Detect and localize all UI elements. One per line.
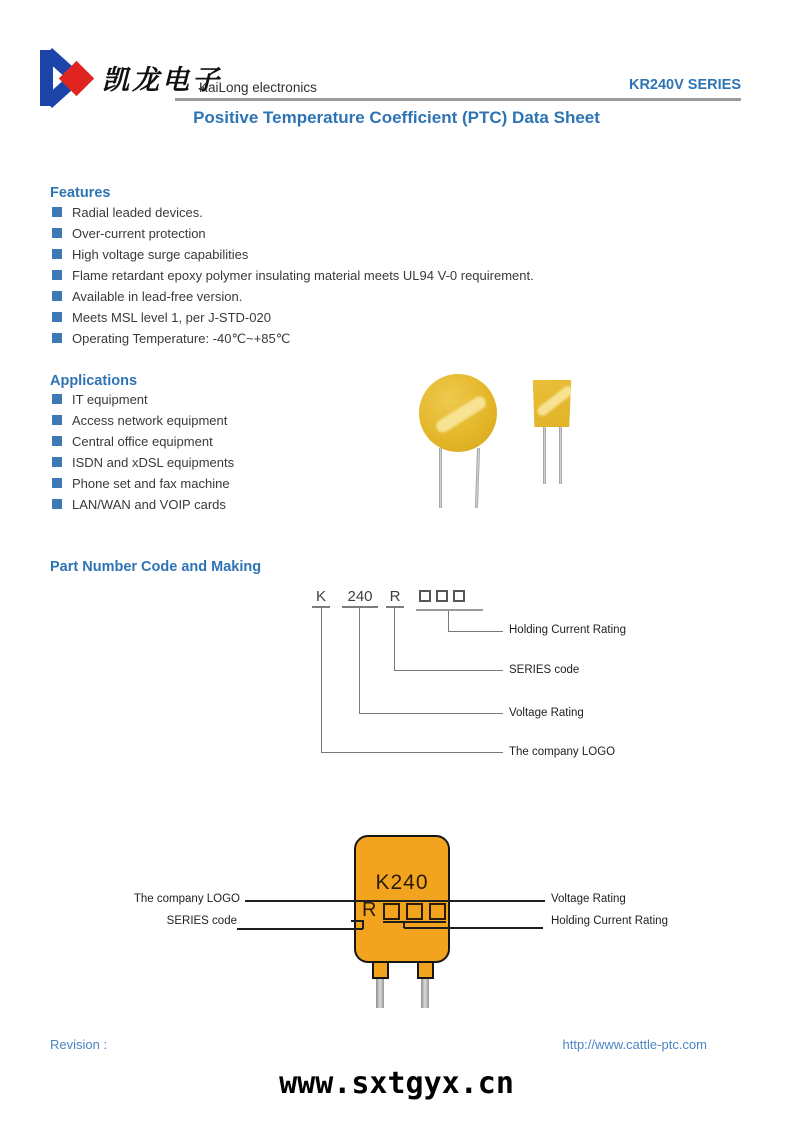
code-logo-letter: K <box>312 588 330 608</box>
feature-item <box>50 248 534 261</box>
features-heading: Features <box>50 185 111 201</box>
application-text: Central office equipment <box>72 434 213 449</box>
header-divider <box>175 98 741 101</box>
marking-text-k240: K240 <box>375 871 429 894</box>
product-photo <box>400 358 615 518</box>
feature-item <box>50 206 534 219</box>
feature-text: High voltage surge capabilities <box>72 247 249 262</box>
marking-line-holding <box>404 927 543 929</box>
code-voltage: 240 <box>342 588 378 608</box>
feature-text: Meets MSL level 1, per J-STD-020 <box>72 310 271 325</box>
bullet-square-icon <box>52 207 62 217</box>
feature-item <box>50 311 534 324</box>
callout-label-logo: The company LOGO <box>509 746 616 758</box>
bullet-square-icon <box>52 312 62 322</box>
bullet-square-icon <box>52 499 62 509</box>
feature-item <box>50 269 534 282</box>
watermark-text: www.sxtgyx.cn <box>279 1066 514 1101</box>
bullet-square-icon <box>52 415 62 425</box>
application-item <box>50 456 234 469</box>
bullet-square-icon <box>52 228 62 238</box>
feature-item <box>50 227 534 240</box>
disc-lead-left <box>439 448 442 508</box>
chip-lead-left <box>543 424 546 484</box>
marking-label-holding: Holding Current Rating <box>551 915 668 927</box>
ptc-disc-device <box>419 374 497 452</box>
bullet-square-icon <box>52 249 62 259</box>
application-text: LAN/WAN and VOIP cards <box>72 497 226 512</box>
applications-list <box>50 393 234 519</box>
ptc-rectangular-device <box>532 380 572 427</box>
feature-text: Operating Temperature: -40℃~+85℃ <box>72 331 291 346</box>
marking-label-logo: The company LOGO <box>133 893 240 905</box>
marking-label-series: SERIES code <box>166 915 237 927</box>
disc-lead-right <box>475 448 480 508</box>
callout-label-series: SERIES code <box>509 664 580 676</box>
feature-text: Available in lead-free version. <box>72 289 243 304</box>
company-name: KaiLong electronics <box>199 80 317 95</box>
code-current-boxes <box>419 590 470 608</box>
application-item <box>50 435 234 448</box>
marking-box-icon <box>383 903 400 920</box>
code-series-letter: R <box>386 588 404 608</box>
callout-label-voltage: Voltage Rating <box>509 707 584 719</box>
application-text: ISDN and xDSL equipments <box>72 455 235 470</box>
callout-label-holding: Holding Current Rating <box>509 624 626 636</box>
application-text: Phone set and fax machine <box>72 476 230 491</box>
marking-box-icon <box>429 903 446 920</box>
part-number-heading: Part Number Code and Making <box>50 559 262 575</box>
page-title: Positive Temperature Coefficient (PTC) Data Sheet <box>193 108 600 127</box>
marking-pin-right <box>421 979 429 1008</box>
application-text: IT equipment <box>72 392 148 407</box>
application-item <box>50 477 234 490</box>
marking-pin-left <box>376 979 384 1008</box>
website-link[interactable]: http://www.cattle-ptc.com <box>562 1037 707 1052</box>
bullet-square-icon <box>52 394 62 404</box>
series-label: KR240V SERIES <box>628 77 741 93</box>
company-logo-icon <box>40 50 98 108</box>
code-box-icon <box>453 590 465 602</box>
revision-label: Revision : <box>50 1037 108 1052</box>
bullet-square-icon <box>52 478 62 488</box>
application-item <box>50 498 234 511</box>
features-list <box>50 206 534 353</box>
company-name-chinese: 凯龙电子 <box>102 65 222 95</box>
feature-text: Over-current protection <box>72 226 206 241</box>
application-item <box>50 393 234 406</box>
code-box-icon <box>436 590 448 602</box>
callout-line-holding <box>448 611 503 632</box>
feature-text: Radial leaded devices. <box>72 205 203 220</box>
marking-boxes-underline <box>383 921 446 923</box>
bullet-square-icon <box>52 291 62 301</box>
bullet-square-icon <box>52 333 62 343</box>
chip-lead-right <box>559 424 562 484</box>
marking-text-r: R <box>362 899 377 921</box>
bullet-square-icon <box>52 270 62 280</box>
application-text: Access network equipment <box>72 413 228 428</box>
bullet-square-icon <box>52 436 62 446</box>
marking-label-voltage: Voltage Rating <box>551 893 626 905</box>
feature-item <box>50 332 534 345</box>
feature-item <box>50 290 534 303</box>
marking-line-series <box>237 928 363 930</box>
code-box-icon <box>419 590 431 602</box>
bullet-square-icon <box>52 457 62 467</box>
marking-box-icon <box>406 903 423 920</box>
chip-highlight <box>535 384 572 418</box>
marking-line-logo-voltage <box>245 900 545 902</box>
disc-highlight <box>434 394 488 435</box>
application-item <box>50 414 234 427</box>
feature-text: Flame retardant epoxy polymer insulating material meets UL94 V-0 requirement. <box>72 268 534 283</box>
applications-heading: Applications <box>50 373 138 389</box>
